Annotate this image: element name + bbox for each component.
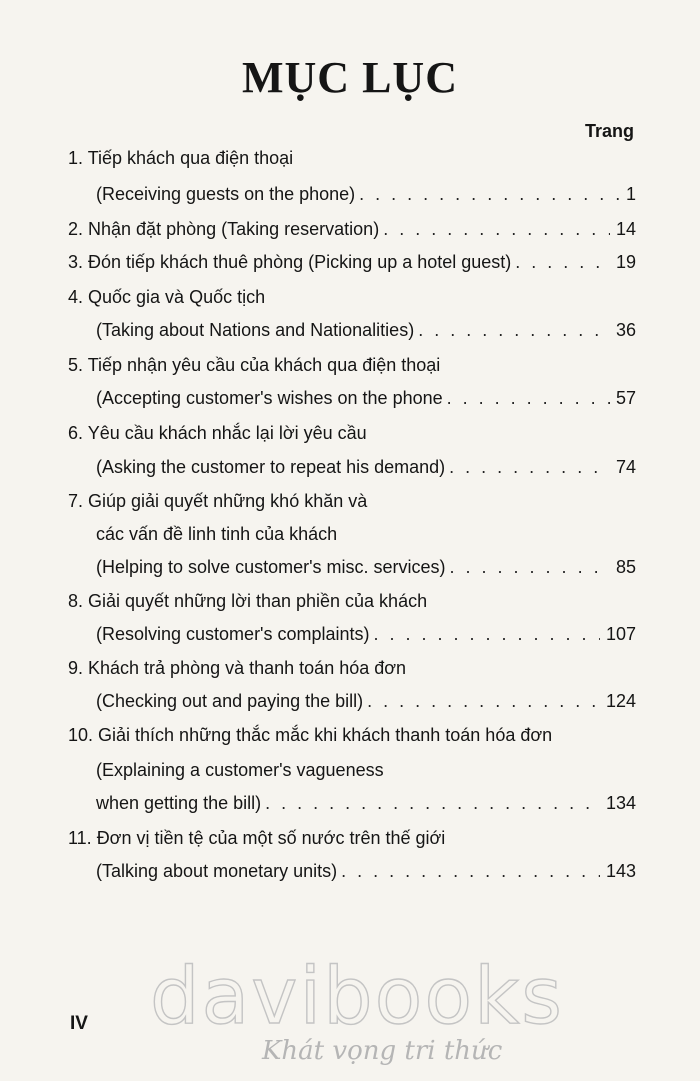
toc-entry-8[interactable] bbox=[96, 622, 636, 646]
toc-entry-9-title: 9. Khách trả phòng và thanh toán hóa đơn bbox=[68, 658, 407, 678]
toc-entry-2-title: 2. Nhận đặt phòng (Taking reservation) bbox=[68, 219, 380, 239]
toc-entry-11-title: 11. Đơn vị tiền tệ của một số nước trên thế giới bbox=[68, 828, 446, 848]
toc-entry-3[interactable] bbox=[68, 250, 636, 274]
toc-entry-1-page: 1 bbox=[625, 184, 636, 204]
toc-entry-5-title: 5. Tiếp nhận yêu cầu của khách qua điện thoại bbox=[68, 355, 441, 375]
toc-entry-2[interactable] bbox=[68, 217, 636, 241]
watermark-brand: davibooks bbox=[150, 952, 564, 1042]
toc-entry-7-title-line2: các vấn đề linh tinh của khách bbox=[96, 524, 338, 544]
toc-entry-1-title: 1. Tiếp khách qua điện thoại bbox=[68, 148, 294, 168]
toc-entry-4-title: 4. Quốc gia và Quốc tịch bbox=[68, 287, 266, 307]
dot-leader bbox=[515, 250, 610, 274]
toc-entry-10[interactable] bbox=[96, 791, 636, 815]
toc-entry-1[interactable] bbox=[96, 182, 636, 206]
toc-entry-5-subtitle: (Accepting customer's wishes on the phone bbox=[96, 388, 443, 408]
page-column-label: Trang bbox=[584, 121, 634, 141]
toc-entry-11-subtitle: (Talking about monetary units) bbox=[96, 861, 338, 881]
dot-leader bbox=[450, 555, 610, 579]
dot-leader bbox=[359, 182, 620, 206]
toc-entry-7-subtitle: (Helping to solve customer's misc. services) bbox=[96, 557, 446, 577]
toc-entry-9-subtitle: (Checking out and paying the bill) bbox=[96, 691, 364, 711]
dot-leader bbox=[383, 217, 610, 241]
toc-entry-7-title: 7. Giúp giải quyết những khó khăn và bbox=[68, 491, 368, 511]
dot-leader bbox=[418, 318, 610, 342]
toc-entry-7[interactable] bbox=[96, 555, 636, 579]
toc-entry-10-subtitle: (Explaining a customer's vagueness bbox=[96, 760, 384, 780]
dot-leader bbox=[367, 689, 600, 713]
toc-entry-10-page: 134 bbox=[605, 793, 636, 813]
toc-entry-1-subtitle: (Receiving guests on the phone) bbox=[96, 184, 356, 204]
toc-entry-4[interactable] bbox=[96, 318, 636, 342]
toc-entry-10-title: 10. Giải thích những thắc mắc khi khách thanh toán hóa đơn bbox=[68, 725, 553, 745]
dot-leader bbox=[449, 455, 610, 479]
toc-entry-8-page: 107 bbox=[605, 624, 636, 644]
dot-leader bbox=[374, 622, 600, 646]
page-title: MỤC LỤC bbox=[242, 53, 458, 102]
dot-leader bbox=[447, 386, 610, 410]
toc-entry-11-page: 143 bbox=[605, 861, 636, 881]
dot-leader bbox=[265, 791, 600, 815]
toc-entry-5[interactable] bbox=[96, 386, 636, 410]
toc-entry-7-page: 85 bbox=[615, 557, 636, 577]
toc-entry-6-page: 74 bbox=[615, 457, 636, 477]
toc-entry-8-title: 8. Giải quyết những lời than phiền của khách bbox=[68, 591, 428, 611]
dot-leader bbox=[341, 859, 600, 883]
page-number: IV bbox=[70, 1013, 88, 1034]
toc-entry-8-subtitle: (Resolving customer's complaints) bbox=[96, 624, 370, 644]
toc-entry-5-page: 57 bbox=[615, 388, 636, 408]
toc-entry-6-title: 6. Yêu cầu khách nhắc lại lời yêu cầu bbox=[68, 423, 367, 443]
toc-entry-3-page: 19 bbox=[615, 252, 636, 272]
watermark-tagline: Khát vọng tri thức bbox=[262, 1036, 503, 1066]
toc-entry-9-page: 124 bbox=[605, 691, 636, 711]
toc-entry-2-page: 14 bbox=[615, 219, 636, 239]
toc-entry-6-subtitle: (Asking the customer to repeat his demand) bbox=[96, 457, 446, 477]
toc-entry-11[interactable] bbox=[96, 859, 636, 883]
toc-entry-4-page: 36 bbox=[615, 320, 636, 340]
toc-entry-6[interactable] bbox=[96, 455, 636, 479]
toc-entry-3-title: 3. Đón tiếp khách thuê phòng (Picking up a hotel guest) bbox=[68, 252, 512, 272]
toc-entry-4-subtitle: (Taking about Nations and Nationalities) bbox=[96, 320, 415, 340]
toc-entry-9[interactable] bbox=[96, 689, 636, 713]
toc-entry-10-subtitle-line2: when getting the bill) bbox=[96, 793, 262, 813]
